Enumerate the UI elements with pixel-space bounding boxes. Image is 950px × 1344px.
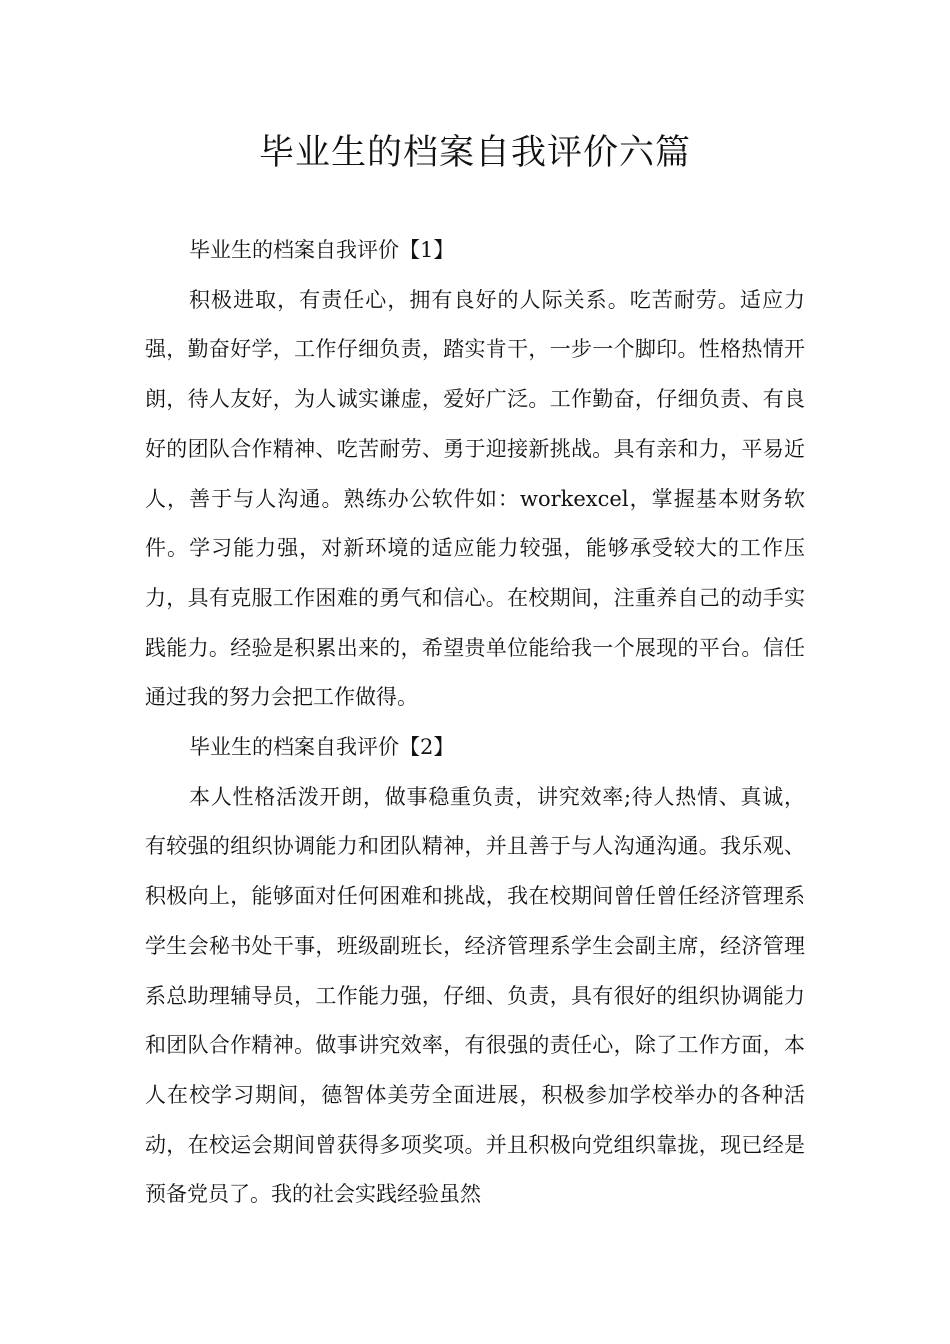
section-paragraph-2: 本人性格活泼开朗，做事稳重负责，讲究效率;待人热情、真诚，有较强的组织协调能力和团队精神，并且善于与人沟通沟通。我乐观、积极向上，能够面对任何困难和挑战，我在校期间曾任曾任经济管理系学生会秘书处干事，班级副班长，经济管理系学生会副主席，经济管理系总助理辅导员，工作能力强，仔细、负责，具有很好的组织协调能力和团队合作精神。做事讲究效率，有很强的责任心，除了工作方面，本人在校学习期间，德智体美劳全面进展，积极参加学校举办的各种活动，在校运会期间曾获得多项奖项。并且积极向党组织靠拢，现已经是预备党员了。我的社会实践经验虽然 — [145, 784, 805, 1207]
section-heading-1: 毕业生的档案自我评价【1】 — [189, 238, 455, 262]
section-paragraph-1: 积极进取，有责任心，拥有良好的人际关系。吃苦耐劳。适应力强，勤奋好学，工作仔细负责，踏实肯干，一步一个脚印。性格热情开朗，待人友好，为人诚实谦虚，爱好广泛。工作勤奋，仔细负责、有良好的团队合作精神、吃苦耐劳、勇于迎接新挑战。具有亲和力，平易近人，善于与人沟通。熟练办公软件如：workexcel，掌握基本财务软件。学习能力强，对新环境的适应能力较强，能够承受较大的工作压力，具有克服工作困难的勇气和信心。在校期间，注重养自己的动手实践能力。经验是积累出来的，希望贵单位能给我一个展现的平台。信任通过我的努力会把工作做得。 — [145, 287, 805, 710]
document-title: 毕业生的档案自我评价六篇 — [258, 133, 691, 173]
section-heading-2: 毕业生的档案自我评价【2】 — [189, 735, 455, 760]
document-body — [145, 226, 805, 1220]
